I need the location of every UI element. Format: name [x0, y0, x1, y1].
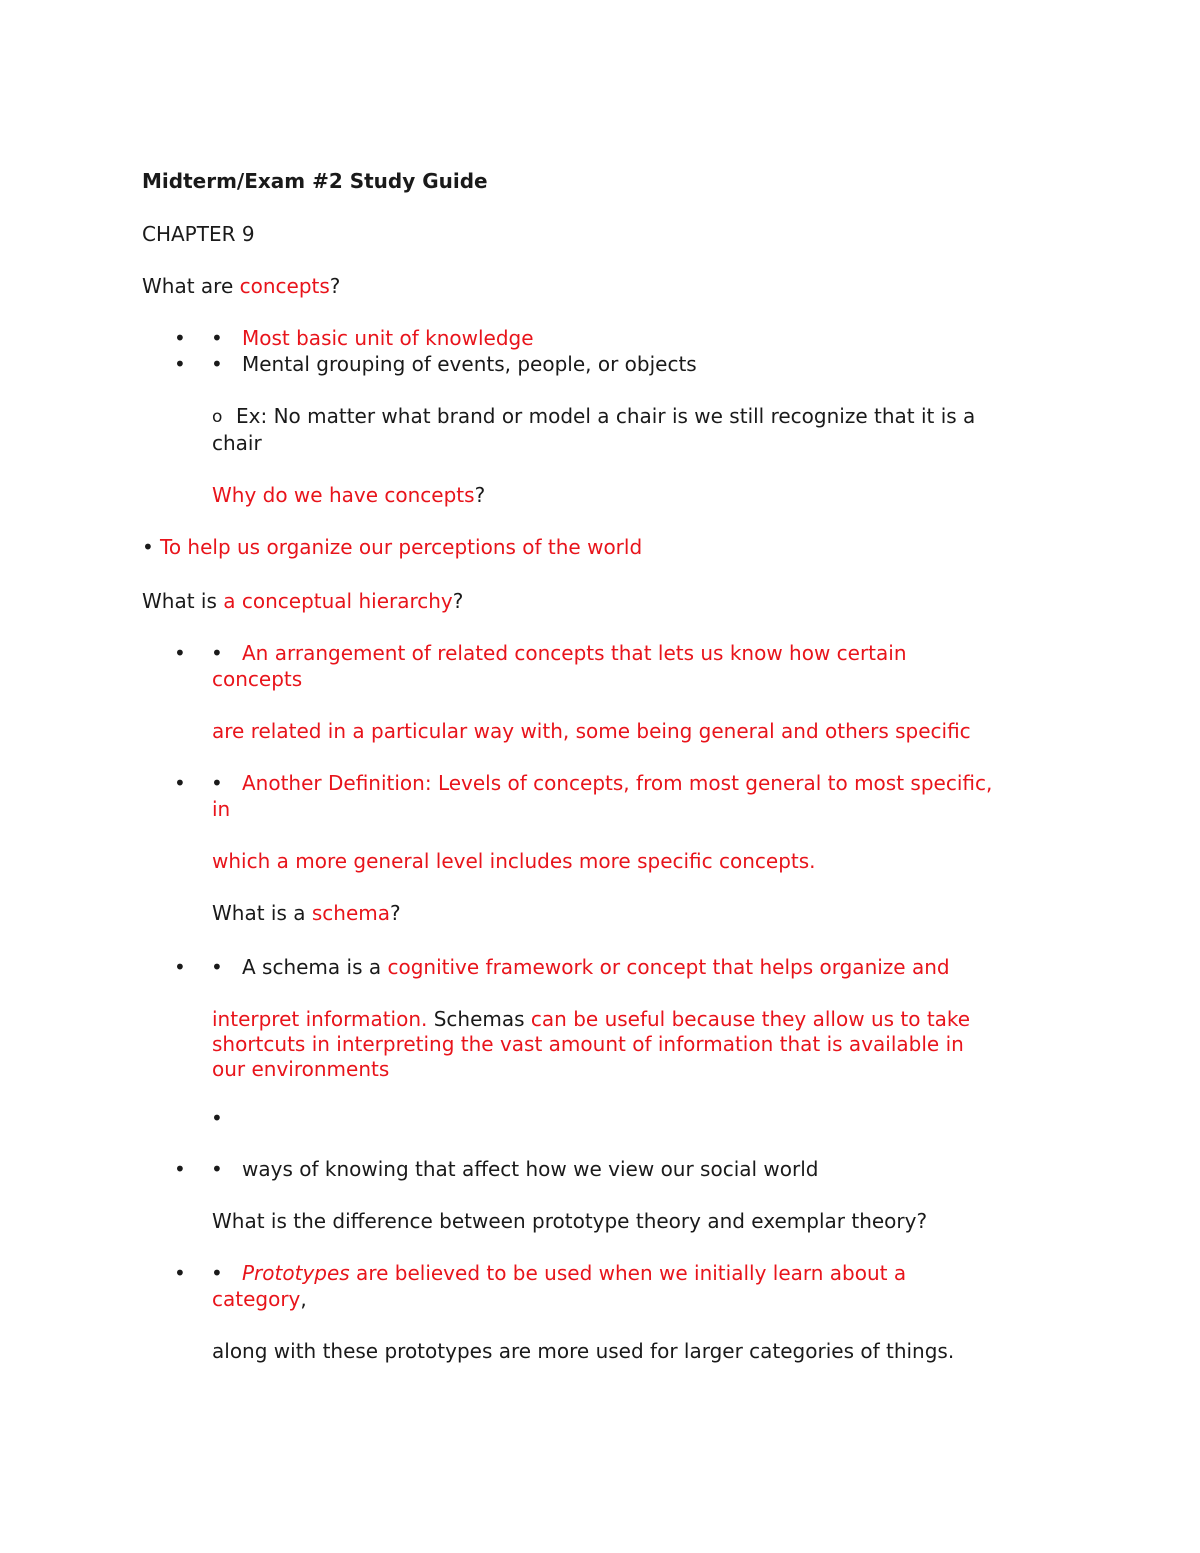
question-concepts: [142, 273, 340, 299]
list-item-text: Mental grouping of events, people, or objects: [242, 352, 697, 376]
question-suffix: ?: [452, 589, 464, 613]
list-item-text: Most basic unit of knowledge: [242, 326, 534, 350]
question-prototype-exemplar: What is the difference between prototype theory and exemplar theory?: [212, 1209, 928, 1233]
list-item-text: An arrangement of related concepts that lets us know how certain: [242, 641, 907, 665]
schema-definition-cont: interpret information.: [212, 1007, 428, 1031]
bullet-icon: •: [211, 1106, 223, 1130]
bullet-icon: •: [211, 326, 223, 350]
list-item-text-cont: concepts: [212, 667, 303, 691]
schema-lead: A schema is a: [242, 955, 388, 979]
category-word: category: [212, 1287, 301, 1311]
question-hierarchy: [142, 588, 463, 614]
bullet-icon: •: [211, 1157, 223, 1181]
schema-usefulness: can be useful because they allow us to take: [530, 1007, 971, 1031]
bullet-icon: •: [211, 955, 223, 979]
bullet-icon: •: [211, 1261, 223, 1285]
question-prefix: What is a: [212, 901, 312, 925]
question-why-concepts: [212, 482, 485, 508]
bullet-icon: •: [174, 1261, 186, 1285]
bullet-icon: •: [174, 955, 186, 979]
list-item-text: Another Definition: Levels of concepts, from most general to most specific,: [242, 771, 993, 795]
comma: ,: [300, 1287, 307, 1311]
prototypes-term: Prototypes: [242, 1261, 350, 1285]
bullet-icon: •: [174, 771, 186, 795]
list-item-paragraph: [212, 1006, 970, 1032]
question-prefix: What is: [142, 589, 224, 613]
question-schema: [212, 900, 401, 926]
bullet-icon: •: [211, 352, 223, 376]
page-title: Midterm/Exam #2 Study Guide: [142, 169, 488, 193]
question-suffix: ?: [390, 901, 401, 925]
bullet-icon: •: [211, 771, 223, 795]
bullet-icon: •: [211, 641, 223, 665]
list-item-paragraph: along with these prototypes are more used for larger categories of things.: [212, 1339, 955, 1363]
example-text: Ex: No matter what brand or model a chair is we still recognize that it is a: [236, 404, 976, 428]
list-item-text: [242, 1260, 906, 1286]
list-item-text-cont: [212, 1286, 307, 1312]
chapter-heading: CHAPTER 9: [142, 222, 255, 246]
list-item-text: To help us organize our perceptions of the world: [160, 535, 643, 559]
bullet-icon: •: [174, 1157, 186, 1181]
list-item-paragraph: are related in a particular way with, some being general and others specific: [212, 719, 971, 743]
list-item-text: ways of knowing that affect how we view our social world: [242, 1157, 819, 1181]
question-term: concepts: [239, 274, 330, 298]
schema-definition: cognitive framework or concept that helps organize and: [387, 955, 950, 979]
schema-word: Schemas: [427, 1007, 531, 1031]
question-prefix: What are: [142, 274, 240, 298]
bullet-icon: •: [174, 326, 186, 350]
list-item-paragraph-cont: our environments: [212, 1057, 390, 1081]
list-item-paragraph-cont: shortcuts in interpreting the vast amount of information that is available in: [212, 1032, 964, 1056]
sub-bullet-icon: o: [212, 407, 223, 427]
question-suffix: ?: [329, 274, 341, 298]
question-term: a conceptual hierarchy: [223, 589, 453, 613]
list-item-paragraph: which a more general level includes more specific concepts.: [212, 849, 816, 873]
prototypes-text: are believed to be used when we initially learn about a: [349, 1261, 907, 1285]
example-text-cont: chair: [212, 431, 262, 455]
question-text: Why do we have concepts: [212, 483, 475, 507]
bullet-icon: •: [174, 641, 186, 665]
question-term: schema: [311, 901, 390, 925]
bullet-icon: •: [142, 535, 154, 559]
list-item-text: [242, 954, 950, 980]
bullet-icon: •: [174, 352, 186, 376]
question-suffix: ?: [474, 483, 486, 507]
list-item-text-cont: in: [212, 797, 231, 821]
